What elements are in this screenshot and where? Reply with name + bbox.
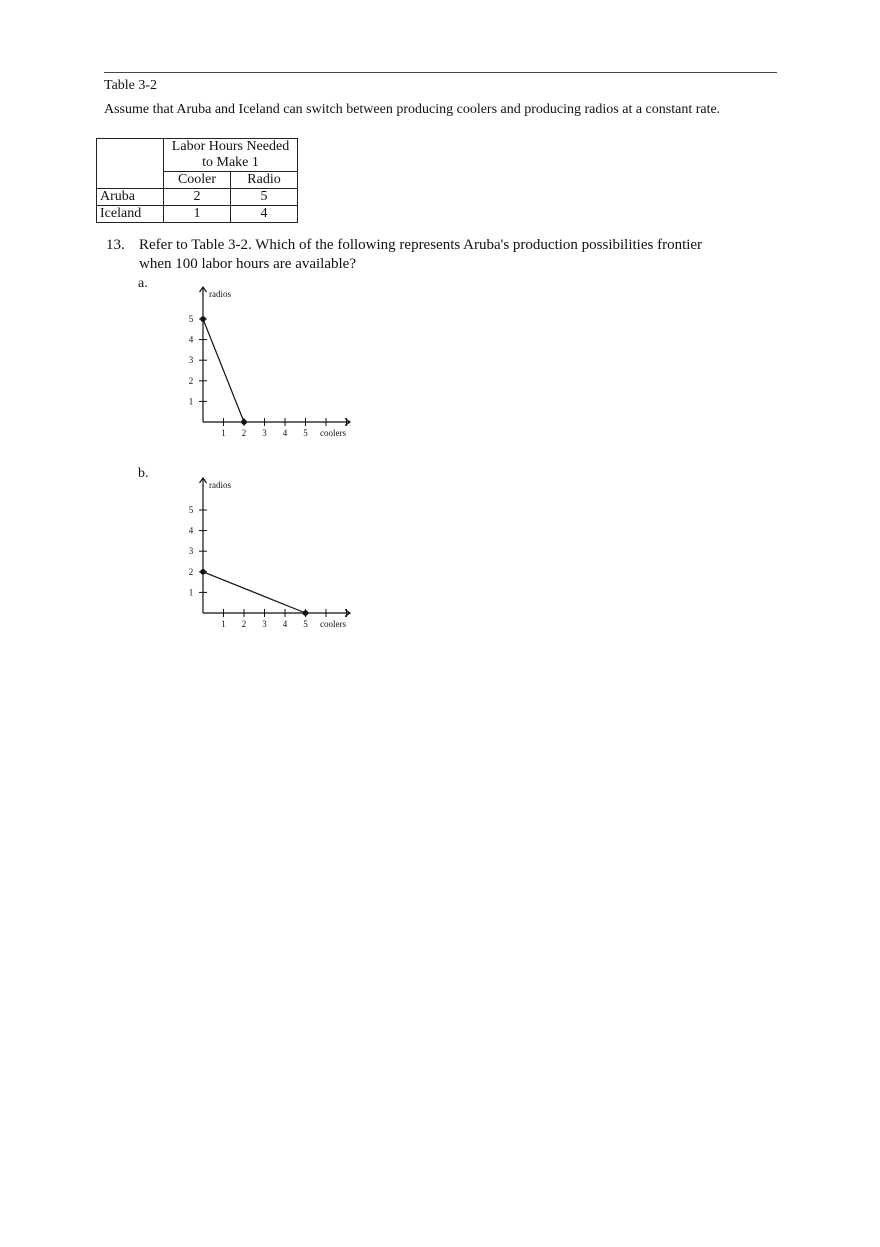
ppf-endpoint [200,316,206,322]
y-tick-label: 5 [188,505,194,515]
table-row [97,206,298,223]
assumption-text: Assume that Aruba and Iceland can switch between producing coolers and producing radios at a constant rate. [104,102,721,117]
table-title: Table 3-2 [104,78,158,93]
column-header-cooler: Cooler [164,172,231,189]
x-tick-label: 5 [303,428,308,438]
y-tick-label: 3 [188,546,194,557]
y-tick-label: 5 [188,314,194,324]
labor-hours-table [96,138,298,223]
ppf-endpoint [200,569,206,575]
x-tick-label: 3 [262,619,267,629]
y-axis-label: radios [209,289,231,299]
cell-iceland-radio: 4 [231,206,298,223]
question-text-line2: when 100 labor hours are available? [139,256,356,272]
question-text [139,236,769,274]
x-axis-label: coolers [320,619,346,629]
cell-aruba-cooler: 2 [164,189,231,206]
ppf-line [203,319,244,422]
cell-iceland-cooler: 1 [164,206,231,223]
ppf-endpoint [241,419,247,425]
option-a-label[interactable]: a. [138,276,148,291]
row-label-aruba: Aruba [97,189,164,206]
ppf-endpoint [303,610,309,616]
top-rule [104,72,777,73]
x-tick-label: 1 [221,428,226,438]
x-tick-label: 1 [221,619,226,629]
x-tick-label: 2 [241,619,247,629]
row-label-iceland: Iceland [97,206,164,223]
y-tick-label: 2 [188,375,194,386]
y-tick-label: 4 [188,334,194,345]
question-text-line1: Refer to Table 3-2. Which of the following represents Aruba's production possibilities frontier [139,237,703,253]
x-tick-label: 2 [241,428,247,438]
y-tick-label: 1 [188,587,194,598]
x-axis-label: coolers [320,428,346,438]
y-tick-label: 1 [188,396,194,407]
x-tick-label: 4 [282,619,288,629]
question-number: 13. [106,237,125,253]
option-b-chart [170,473,370,643]
x-tick-label: 5 [303,619,308,629]
x-tick-label: 4 [282,428,288,438]
y-tick-label: 2 [188,566,194,577]
table-header-row [97,139,298,172]
table-corner-cell [97,139,164,189]
table-group-header [164,139,298,172]
option-b-label[interactable]: b. [138,466,149,481]
y-axis-label: radios [209,480,231,490]
y-tick-label: 3 [188,355,194,366]
table-row [97,189,298,206]
column-header-radio: Radio [231,172,298,189]
group-header-line1: Labor Hours Needed [171,139,290,154]
y-tick-label: 4 [188,525,194,536]
ppf-line [203,572,306,613]
group-header-line2: to Make 1 [202,155,259,170]
cell-aruba-radio: 5 [231,189,298,206]
option-a-chart [170,282,370,452]
x-tick-label: 3 [262,428,267,438]
